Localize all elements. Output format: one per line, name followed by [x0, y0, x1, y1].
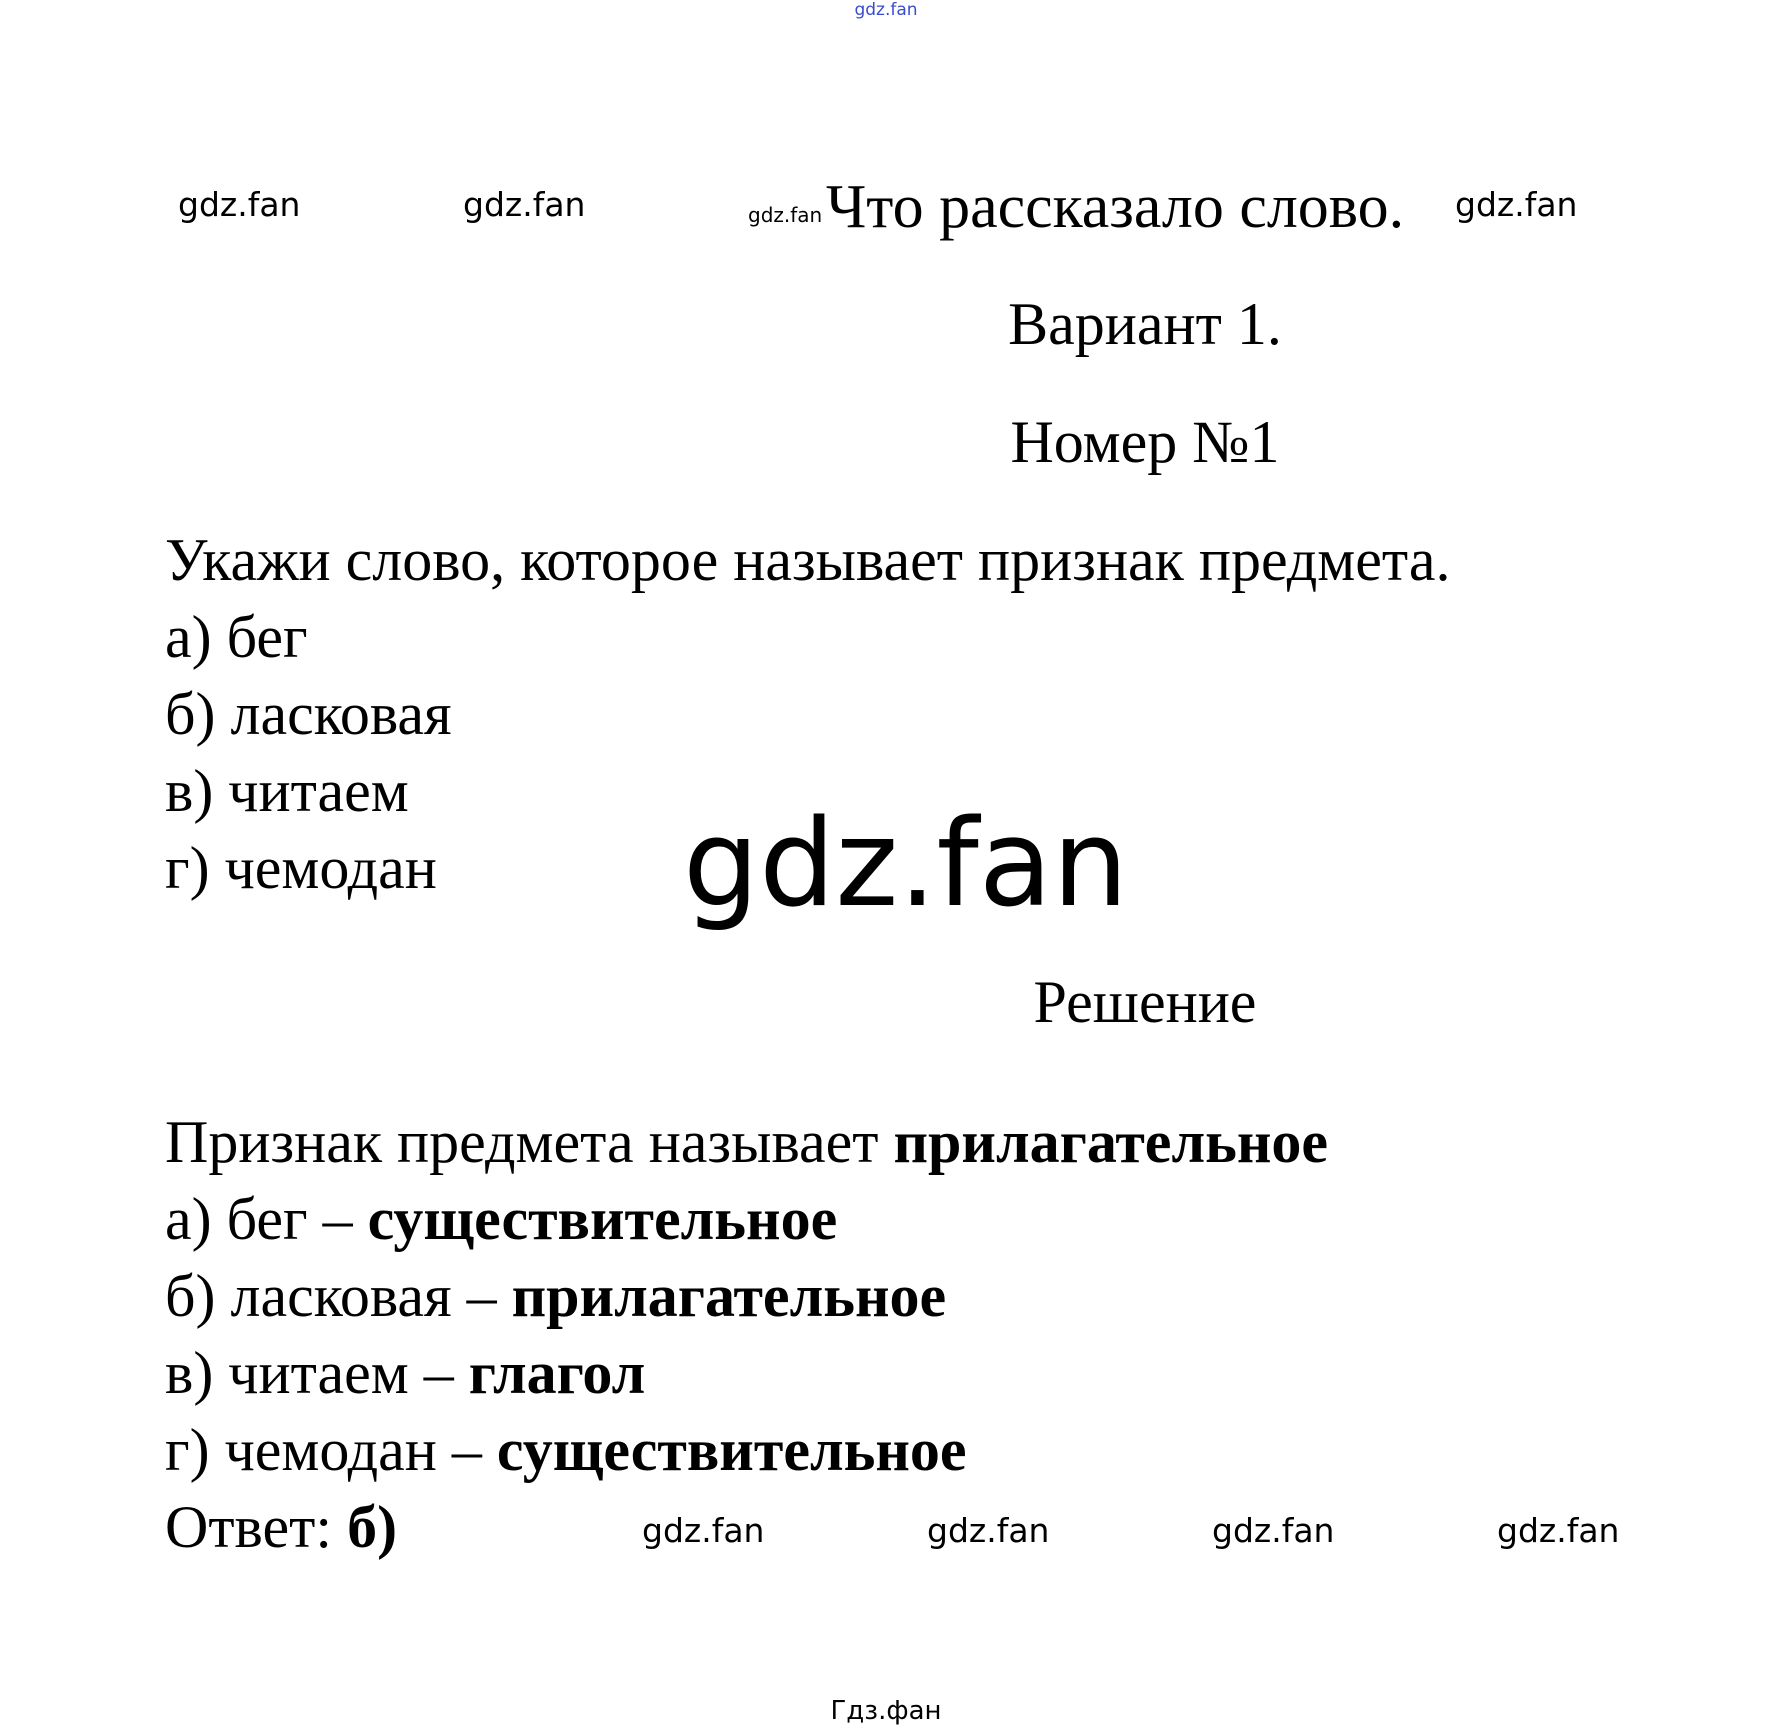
- answer-value: б): [347, 1494, 398, 1560]
- solution-item-plain: а) бег –: [165, 1186, 368, 1252]
- solution-heading: Решение: [1033, 969, 1257, 1035]
- number-heading: Номер №1: [1010, 409, 1280, 475]
- solution-item-bold: существительное: [367, 1186, 838, 1252]
- solution-item-c: [165, 1340, 646, 1406]
- option-d: г) чемодан: [165, 835, 437, 901]
- solution-intro-plain: Признак предмета называет: [165, 1109, 894, 1175]
- watermark: gdz.fan: [463, 185, 586, 224]
- watermark: gdz.fan: [178, 185, 301, 224]
- solution-intro: [165, 1109, 1329, 1175]
- watermark: gdz.fan: [1455, 185, 1578, 224]
- page-title: Что рассказало слово.: [826, 173, 1405, 241]
- option-a: а) бег: [165, 604, 308, 670]
- watermark-large: gdz.fan: [683, 795, 1129, 934]
- solution-item-bold: прилагательное: [511, 1263, 947, 1329]
- answer-line: [165, 1494, 398, 1560]
- solution-item-a: [165, 1186, 838, 1252]
- solution-item-bold: глагол: [468, 1340, 646, 1406]
- solution-item-b: [165, 1263, 947, 1329]
- variant-heading: Вариант 1.: [1008, 291, 1282, 357]
- solution-item-plain: г) чемодан –: [165, 1417, 497, 1483]
- watermark: gdz.fan: [748, 203, 823, 227]
- watermark-top: gdz.fan: [854, 0, 918, 20]
- solution-item-plain: б) ласковая –: [165, 1263, 512, 1329]
- footer-watermark: Гдз.фан: [830, 1696, 942, 1726]
- question-text: Укажи слово, которое называет признак предмета.: [165, 527, 1451, 593]
- watermark: gdz.fan: [642, 1511, 765, 1550]
- watermark: gdz.fan: [1497, 1511, 1620, 1550]
- option-b: б) ласковая: [165, 681, 452, 747]
- answer-label: Ответ:: [165, 1494, 348, 1560]
- option-c: в) читаем: [165, 758, 409, 824]
- solution-item-bold: существительное: [496, 1417, 967, 1483]
- watermark: gdz.fan: [927, 1511, 1050, 1550]
- solution-item-plain: в) читаем –: [165, 1340, 469, 1406]
- solution-intro-bold: прилагательное: [893, 1109, 1329, 1175]
- watermark: gdz.fan: [1212, 1511, 1335, 1550]
- solution-item-d: [165, 1417, 967, 1483]
